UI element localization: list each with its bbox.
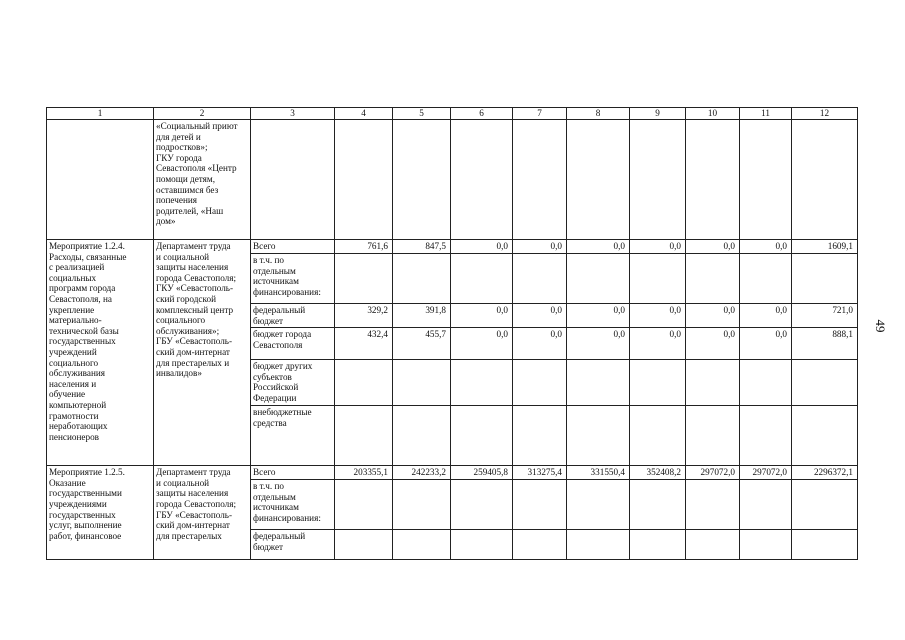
funding-source-cell: бюджет города Севастополя bbox=[251, 328, 335, 360]
value-cell bbox=[792, 480, 858, 530]
value-cell bbox=[686, 530, 740, 560]
col-header: 4 bbox=[335, 108, 393, 120]
col-header: 5 bbox=[393, 108, 451, 120]
value-cell bbox=[630, 360, 686, 406]
value-cell bbox=[513, 530, 567, 560]
value-cell bbox=[513, 406, 567, 466]
value-cell bbox=[335, 406, 393, 466]
value-cell bbox=[451, 480, 513, 530]
value-cell: 721,0 bbox=[792, 304, 858, 328]
value-cell bbox=[513, 360, 567, 406]
value-cell: 0,0 bbox=[513, 304, 567, 328]
value-cell bbox=[740, 360, 792, 406]
col-header: 12 bbox=[792, 108, 858, 120]
value-cell: 455,7 bbox=[393, 328, 451, 360]
funding-source-cell: внебюджетные средства bbox=[251, 406, 335, 466]
value-cell bbox=[513, 480, 567, 530]
value-cell: 0,0 bbox=[740, 240, 792, 254]
value-cell bbox=[451, 530, 513, 560]
value-cell bbox=[451, 406, 513, 466]
value-cell bbox=[393, 530, 451, 560]
value-cell: 0,0 bbox=[567, 328, 630, 360]
value-cell: 313275,4 bbox=[513, 466, 567, 480]
value-cell: 329,2 bbox=[335, 304, 393, 328]
value-cell: 1609,1 bbox=[792, 240, 858, 254]
value-cell: 242233,2 bbox=[393, 466, 451, 480]
value-cell: 0,0 bbox=[686, 328, 740, 360]
value-cell: 297072,0 bbox=[686, 466, 740, 480]
value-cell: 0,0 bbox=[740, 328, 792, 360]
value-cell bbox=[686, 360, 740, 406]
value-cell: 0,0 bbox=[630, 240, 686, 254]
funding-source-cell: федеральный бюджет bbox=[251, 304, 335, 328]
measure-name-cell: Мероприятие 1.2.4. Расходы, связанные с реализацией социальных программ города Севастополя, на укрепление материально- технической базы государственных учреждений социального обслуживания населения и обучение компьютерной грамотности неработающих пенсионеров bbox=[47, 240, 154, 466]
value-cell: 259405,8 bbox=[451, 466, 513, 480]
table-row bbox=[47, 240, 858, 254]
value-cell: 0,0 bbox=[451, 328, 513, 360]
value-cell bbox=[451, 360, 513, 406]
value-cell bbox=[451, 254, 513, 304]
col-header: 8 bbox=[567, 108, 630, 120]
value-cell bbox=[686, 480, 740, 530]
funding-source-cell: бюджет других субъектов Российской Федерации bbox=[251, 360, 335, 406]
value-cell: 0,0 bbox=[686, 240, 740, 254]
funding-source-cell: Всего bbox=[251, 466, 335, 480]
value-cell: 203355,1 bbox=[335, 466, 393, 480]
table-row bbox=[47, 466, 858, 480]
col-header: 1 bbox=[47, 108, 154, 120]
col-header: 2 bbox=[154, 108, 251, 120]
value-cell: 888,1 bbox=[792, 328, 858, 360]
value-cell: 391,8 bbox=[393, 304, 451, 328]
value-cell bbox=[335, 480, 393, 530]
funding-source-cell: в т.ч. по отдельным источникам финансирования: bbox=[251, 254, 335, 304]
value-cell bbox=[567, 530, 630, 560]
value-cell bbox=[335, 360, 393, 406]
value-cell bbox=[567, 254, 630, 304]
value-cell bbox=[630, 480, 686, 530]
source-cell bbox=[251, 120, 335, 240]
value-cell: 352408,2 bbox=[630, 466, 686, 480]
measure-name-cell: Мероприятие 1.2.5. Оказание государственными учреждениями государственных услуг, выполнение работ, финансовое bbox=[47, 466, 154, 560]
executor-cell: «Социальный приют для детей и подростков»; ГКУ города Севастополя «Центр помощи детям, оставшимся без попечения родителей, «Наш дом» bbox=[154, 120, 251, 240]
value-cell bbox=[792, 254, 858, 304]
value-cell bbox=[567, 360, 630, 406]
value-cell bbox=[567, 480, 630, 530]
value-cell: 331550,4 bbox=[567, 466, 630, 480]
page-number: 49 bbox=[873, 319, 888, 333]
value-cell bbox=[393, 406, 451, 466]
value-cell: 0,0 bbox=[513, 328, 567, 360]
executor-cell: Департамент труда и социальной защиты населения города Севастополя; ГБУ «Севастополь- ский дом-интернат для престарелых bbox=[154, 466, 251, 560]
value-cell bbox=[393, 480, 451, 530]
value-cell bbox=[335, 530, 393, 560]
col-header: 6 bbox=[451, 108, 513, 120]
column-number-row bbox=[47, 108, 858, 120]
value-cell bbox=[513, 254, 567, 304]
value-cell bbox=[630, 530, 686, 560]
value-cell: 432,4 bbox=[335, 328, 393, 360]
value-cell: 847,5 bbox=[393, 240, 451, 254]
value-cell: 297072,0 bbox=[740, 466, 792, 480]
value-cell: 0,0 bbox=[630, 304, 686, 328]
value-cell: 0,0 bbox=[686, 304, 740, 328]
value-cell bbox=[686, 406, 740, 466]
value-cell: 0,0 bbox=[451, 304, 513, 328]
funding-source-cell: федеральный бюджет bbox=[251, 530, 335, 560]
col-header: 10 bbox=[686, 108, 740, 120]
value-cell bbox=[393, 254, 451, 304]
value-cell: 0,0 bbox=[740, 304, 792, 328]
value-cell bbox=[393, 360, 451, 406]
value-cell: 0,0 bbox=[567, 240, 630, 254]
col-header: 9 bbox=[630, 108, 686, 120]
value-cell bbox=[792, 406, 858, 466]
value-cell: 0,0 bbox=[513, 240, 567, 254]
executor-cell: Департамент труда и социальной защиты населения города Севастополя; ГКУ «Севастополь- ский городской комплексный центр социального обслуживания»; ГБУ «Севастополь- ский дом-интернат для престарелых и инвалидов» bbox=[154, 240, 251, 466]
value-cell: 0,0 bbox=[630, 328, 686, 360]
value-cell bbox=[335, 254, 393, 304]
funding-source-cell: в т.ч. по отдельным источникам финансирования: bbox=[251, 480, 335, 530]
continuation-row bbox=[47, 120, 858, 240]
col-header: 11 bbox=[740, 108, 792, 120]
funding-table bbox=[46, 107, 858, 560]
value-cell: 0,0 bbox=[451, 240, 513, 254]
value-cell bbox=[740, 254, 792, 304]
value-cell bbox=[792, 360, 858, 406]
value-cell bbox=[740, 480, 792, 530]
value-cell: 761,6 bbox=[335, 240, 393, 254]
value-cell bbox=[630, 254, 686, 304]
col-header: 7 bbox=[513, 108, 567, 120]
value-cell bbox=[630, 406, 686, 466]
value-cell bbox=[686, 254, 740, 304]
value-cell bbox=[792, 530, 858, 560]
col-header: 3 bbox=[251, 108, 335, 120]
measure-name-cell bbox=[47, 120, 154, 240]
funding-source-cell: Всего bbox=[251, 240, 335, 254]
value-cell bbox=[740, 406, 792, 466]
value-cell: 0,0 bbox=[567, 304, 630, 328]
value-cell bbox=[740, 530, 792, 560]
value-cell bbox=[567, 406, 630, 466]
value-cell: 2296372,1 bbox=[792, 466, 858, 480]
